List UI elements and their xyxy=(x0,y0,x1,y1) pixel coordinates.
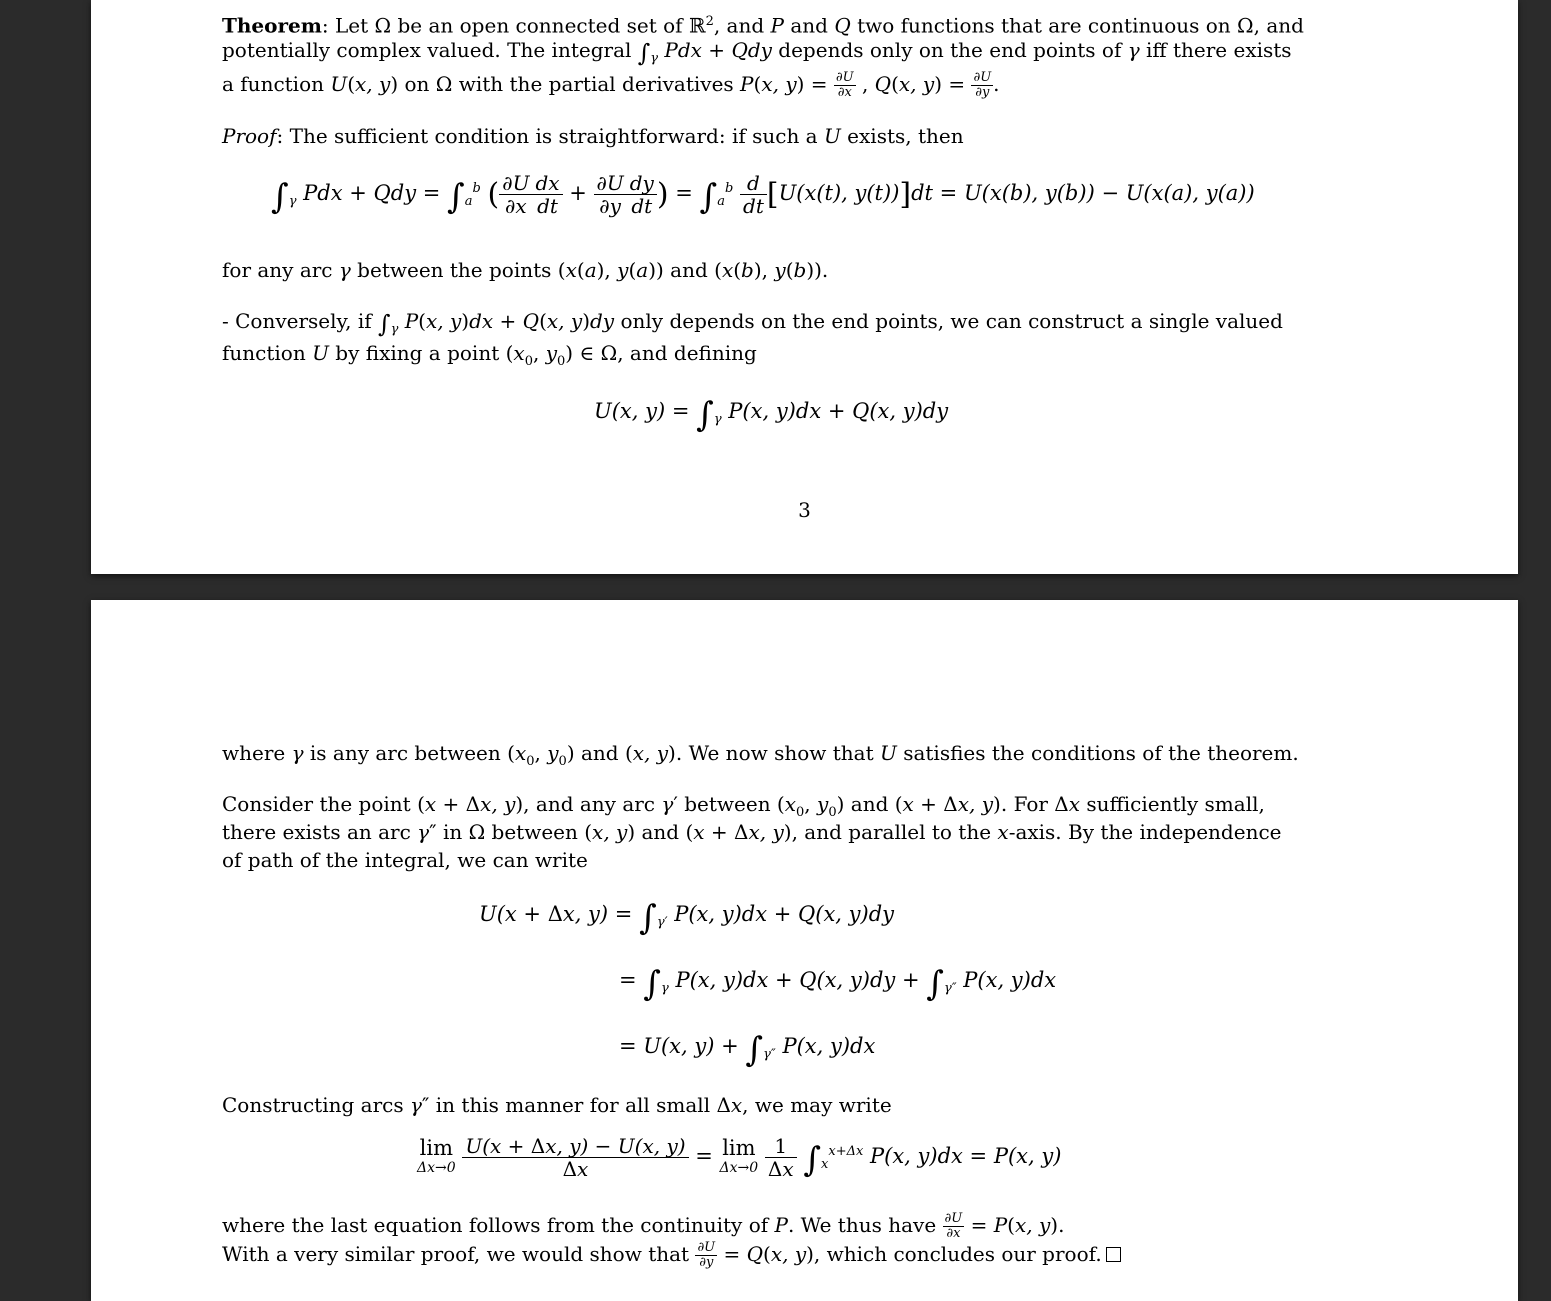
final-line-1: where the last equation follows from the continuity of P. We thus have $\frac{\partial U}{\partial x}$ = P(x, y). xyxy=(222,1211,1065,1241)
equation-1: $\int_\gamma$ Pdx + Qdy = $\int_a^b$ ( $\frac{\partial U}{\partial x}$ $\frac{dx}{dt}$ + $\frac{\partial U}{\partial y}$ $\frac{dy}{dt}$ ) = $\int_a^b$ $\frac{d}{dt}$ [U(x(t), y(t))]dt = U(x(b), y(b)) − U(x(a), y(a)) xyxy=(271,171,1255,218)
theorem-line-2: potentially complex valued. The integral $\int_\gamma$ Pdx + Qdy depends only on the end points of γ iff there exists xyxy=(222,38,1292,67)
align-line-1: U(x + Δx, $y) = \int_{\gamma'}$ P(x, y)dx + Q(x, y)dy xyxy=(479,898,895,938)
proof-line: Proof: The sufficient condition is straightforward: if such a U exists, then xyxy=(222,124,964,148)
final-line-2: With a very similar proof, we would show that $\frac{\partial U}{\partial y}$ = Q(x, y), which concludes our proof. xyxy=(222,1240,1322,1270)
theorem-line-1: Theorem: Let Ω be an open connected set of ℝ$^2$, and P and Q two functions that are continuous on Ω, and xyxy=(222,13,1304,38)
equation-2: U(x, $y) = \int_\gamma$ P(x, y)dx + Q(x, y)dy xyxy=(594,395,949,435)
pdf-page-3 xyxy=(91,0,1518,574)
converse-line-2: function U by fixing a point ($x_0$, $y_0$) ∈ Ω, and defining xyxy=(222,341,757,369)
constructing-line: Constructing arcs γ″ in this manner for all small Δx, we may write xyxy=(222,1093,892,1117)
consider-line-1: Consider the point (x + Δx, y), and any arc γ′ between ($x_0$, $y_0$) and (x + Δx, y). For Δx sufficiently small, xyxy=(222,792,1265,820)
where-line: where γ is any arc between ($x_0$, $y_0$) and (x, y). We now show that U satisfies the conditions of the theorem. xyxy=(222,741,1299,769)
arc-line: for any arc γ between the points (x(a), y(a)) and (x(b), y(b)). xyxy=(222,258,829,282)
align-line-3: = U(x, $y) + \int_{\gamma''}$ P(x, y)dx xyxy=(619,1030,876,1070)
proof-label: Proof xyxy=(222,124,277,148)
qed-symbol xyxy=(1106,1247,1121,1262)
consider-line-3: of path of the integral, we can write xyxy=(222,848,588,872)
converse-line-1: - Conversely, if $\int_\gamma$ P(x, y)dx + Q(x, y)dy only depends on the end points, we can construct a single valued xyxy=(222,309,1283,338)
page-number: 3 xyxy=(798,498,811,522)
theorem-line-3: a function U(x, y) on Ω with the partial derivatives P(x, y) = $\frac{\partial U}{\partial x}$ , Q(x, y) = $\frac{\partial U}{\partial y}$ . xyxy=(222,70,1000,100)
consider-line-2: there exists an arc γ″ in Ω between (x, y) and (x + Δx, y), and parallel to the x-axis. By the independence xyxy=(222,820,1282,844)
limit-equation: lim Δx→0 $\frac{U(x + \Delta x, y) - U(x, y)}{\Delta x}$ = lim Δx→0 $\frac{1}{\Delta x}$ $\int_x^{x+\Delta x}$ P(x, y)dx = P(x, y) xyxy=(417,1134,1062,1181)
pdf-page-4 xyxy=(91,600,1518,1301)
align-line-2: = $\int_\gamma$ P(x, y)dx + Q(x, $y)dy + \int_{\gamma''}$ P(x, y)dx xyxy=(619,964,1057,1004)
theorem-label: Theorem xyxy=(222,13,322,38)
